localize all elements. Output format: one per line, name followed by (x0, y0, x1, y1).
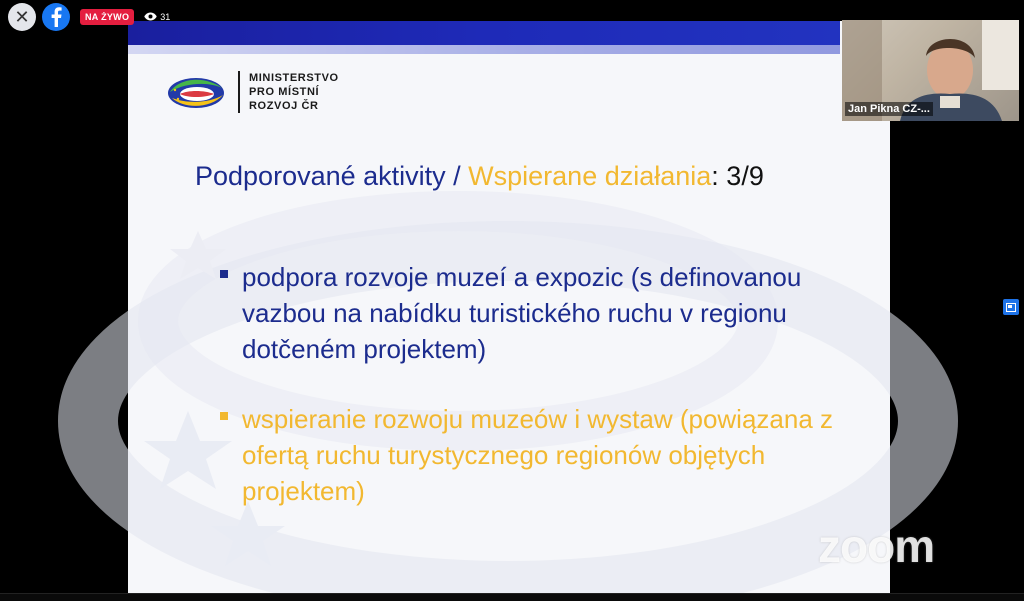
slide-title-polish: Wspierane działania (468, 161, 712, 191)
slide-title-czech: Podporované aktivity / (195, 161, 469, 191)
bullet-polish (220, 401, 842, 509)
slide-page-counter: : 3/9 (711, 161, 764, 191)
bullet-czech-text: podpora rozvoje muzeí a expozic (s definovanou vazbou na nabídku turistického ruchu v regionu dotčeném projektem) (242, 262, 802, 364)
bullet-marker (220, 270, 228, 278)
ministry-emblem-icon (166, 73, 226, 111)
viewer-count (144, 12, 170, 23)
ministry-logo (166, 71, 339, 113)
ministry-name-line2: PRO MÍSTNÍ (249, 86, 320, 98)
slide-title (195, 161, 764, 192)
facebook-icon[interactable] (42, 3, 70, 31)
bullet-polish-text: wspieranie rozwoju muzeów i wystaw (powiązana z ofertą ruchu turystycznego regionów objętych projektem) (242, 404, 834, 506)
participant-name: Jan Pikna CZ-... (845, 102, 933, 116)
bottom-status-strip (0, 593, 1024, 601)
ministry-name-line3: ROZVOJ ČR (249, 100, 319, 112)
participant-video[interactable] (842, 20, 1019, 121)
presentation-slide (128, 21, 935, 593)
eye-icon (144, 12, 157, 23)
ministry-name-line1: MINISTERSTVO (249, 72, 339, 84)
close-icon[interactable]: ✕ (8, 3, 36, 31)
live-badge: NA ŻYWO (80, 9, 134, 25)
view-mode-icon (1006, 303, 1016, 312)
bullet-czech (220, 259, 842, 367)
live-overlay (8, 3, 170, 31)
ministry-name (238, 71, 339, 113)
zoom-watermark: zoom (818, 520, 935, 572)
view-mode-button[interactable] (1003, 299, 1019, 315)
bullet-marker (220, 412, 228, 420)
viewer-count-value: 31 (160, 12, 171, 22)
